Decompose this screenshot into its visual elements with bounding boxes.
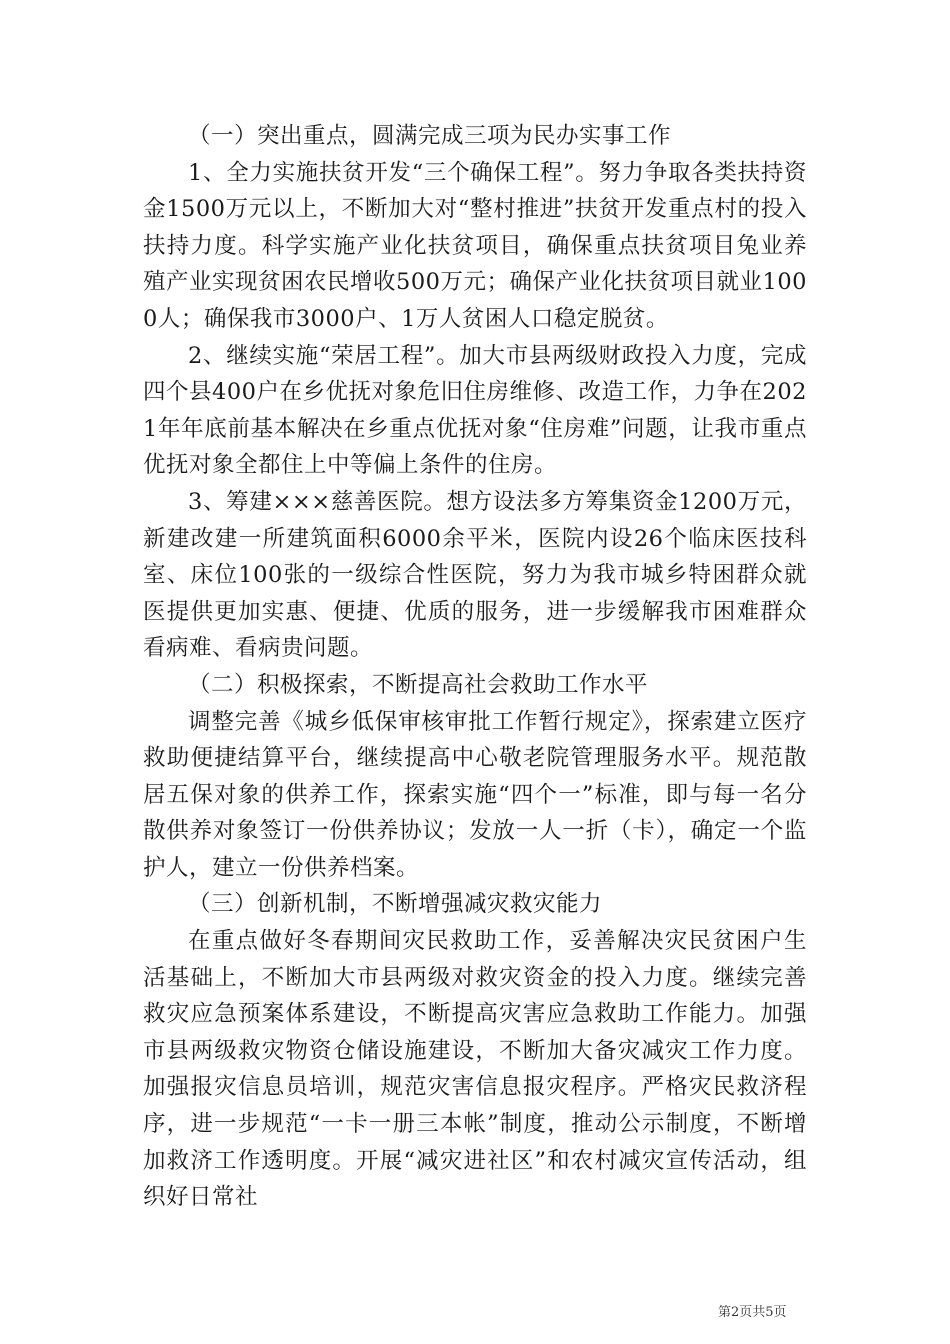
section-heading-3: （三）创新机制，不断增强减灾救灾能力 (188, 891, 603, 918)
document-page (143, 118, 807, 1216)
section-heading-1: （一）突出重点，圆满完成三项为民办实事工作 (188, 123, 672, 149)
section-heading-2: （二）积极探索，不断提高社会救助工作水平 (188, 671, 649, 698)
paragraph-housing-project: 2、继续实施“荣居工程”。加大市县两级财政投入力度，完成四个县400户在乡优抚对象危旧住房维修、改造工作，力争在2021年年底前基本解决在乡重点优抚对象“住房难”问题，让我市重点优抚对象全都住上中等偏上条件的住房。 (143, 342, 807, 479)
paragraph-social-assistance: 调整完善《城乡低保审核审批工作暂行规定》，探索建立医疗救助便捷结算平台，继续提高中心敬老院管理服务水平。规范散居五保对象的供养工作，探索实施“四个一”标准，即与每一名分散供养对象签订一份供养协议；发放一人一折（卡），确定一个监护人，建立一份供养档案。 (143, 708, 807, 881)
paragraph-poverty-alleviation: 1、全力实施扶贫开发“三个确保工程”。努力争取各类扶持资金1500万元以上，不断加大对“整村推进”扶贫开发重点村的投入扶持力度。科学实施产业化扶贫项目，确保重点扶贫项目兔业养殖产业实现贫困农民增收500万元；确保产业化扶贫项目就业1000人；确保我市3000户、1万人贫困人口稳定脱贫。 (143, 159, 807, 332)
paragraph-charity-hospital: 3、筹建×××慈善医院。想方设法多方筹集资金1200万元，新建改建一所建筑面积6000余平米，医院内设26个临床医技科室、床位100张的一级综合性医院，努力为我市城乡特困群众就医提供更加实惠、便捷、优质的服务，进一步缓解我市困难群众看病难、看病贵问题。 (143, 488, 807, 662)
page-number-footer: 第2页共5页 (718, 1305, 787, 1320)
paragraph-disaster-relief: 在重点做好冬春期间灾民救助工作，妥善解决灾民贫困户生活基础上，不断加大市县两级对救灾资金的投入力度。继续完善救灾应急预案体系建设，不断提高灾害应急救助工作能力。加强市县两级救灾物资仓储设施建设，不断加大备灾减灾工作力度。加强报灾信息员培训，规范灾害信息报灾程序。严格灾民救济程序，进一步规范“一卡一册三本帐”制度，推动公示制度，不断增加救济工作透明度。开展“减灾进社区”和农村减灾宣传活动，组织好日常社 (143, 928, 807, 1211)
